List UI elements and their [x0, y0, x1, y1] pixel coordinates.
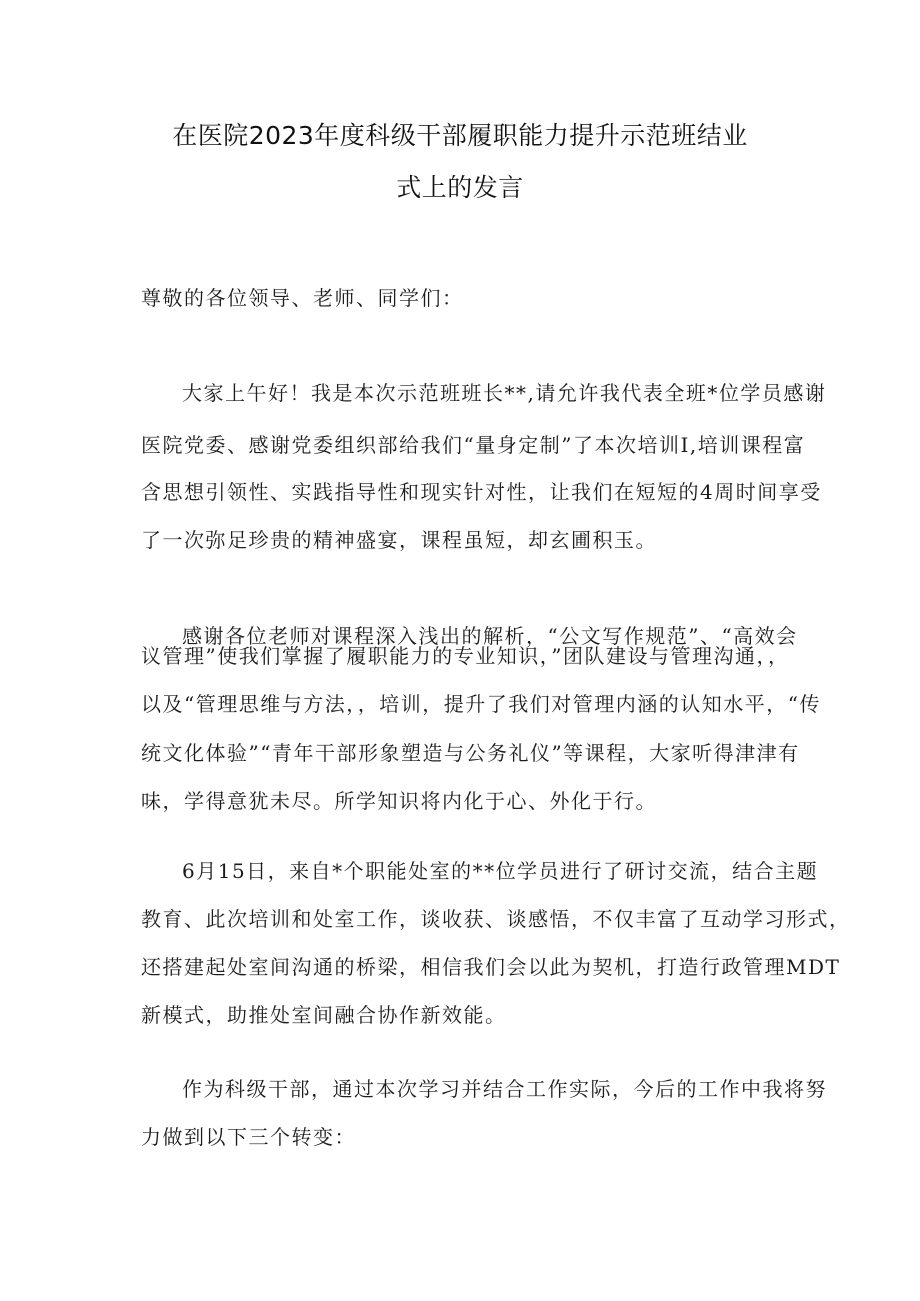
paragraph-2-line-5: 味，学得意犹未尽。所学知识将内化于心、外化于行。 [141, 789, 657, 813]
paragraph-4-line-2: 力做到以下三个转变： [141, 1125, 356, 1149]
salutation: 尊敬的各位领导、老师、同学们： [141, 286, 464, 310]
paragraph-2-line-1: 感谢各位老师对课程深入浅出的解析，“公文写作规范”、“高效会 [182, 624, 798, 648]
paragraph-2-line-3: 以及“管理思维与方法，，培训，提升了我们对管理内涵的认知水平，“传 [141, 692, 821, 716]
paragraph-3-line-4: 新模式，助推处室间融合协作新效能。 [141, 1003, 507, 1027]
paragraph-4-line-1: 作为科级干部，通过本次学习并结合工作实际，今后的工作中我将努 [182, 1077, 827, 1101]
paragraph-1-line-3: 含思想引领性、实践指导性和现实针对性，让我们在短短的4周时间享受 [141, 480, 822, 504]
document-title-line-2: 式上的发言 [396, 173, 524, 202]
paragraph-2-line-2: 议管理”使我们掌握了履职能力的专业知识，”团队建设与管理沟通，， [141, 644, 790, 668]
paragraph-3-line-2: 教育、此次培训和处室工作，谈收获、谈感悟，不仅丰富了互动学习形式， [141, 907, 851, 931]
document-title-line-1: 在医院2023年度科级干部履职能力提升示范班结业 [172, 121, 748, 150]
paragraph-2-line-4: 统文化体验”“青年干部形象塑造与公务礼仪”等课程，大家听得津津有 [141, 741, 800, 765]
paragraph-1-line-1: 大家上午好！我是本次示范班班长**,请允许我代表全班*位学员感谢 [182, 381, 827, 405]
paragraph-3-line-1: 6月15日，来自*个职能处室的**位学员进行了研讨交流，结合主题 [182, 859, 819, 883]
paragraph-1-line-2: 医院党委、感谢党委组织部给我们“量身定制”了本次培训I,培训课程富 [141, 433, 806, 457]
paragraph-1-line-4: 了一次弥足珍贵的精神盛宴，课程虽短，却玄圃积玉。 [141, 528, 657, 552]
paragraph-3-line-3: 还搭建起处室间沟通的桥梁，相信我们会以此为契机，打造行政管理MDT [141, 955, 841, 979]
